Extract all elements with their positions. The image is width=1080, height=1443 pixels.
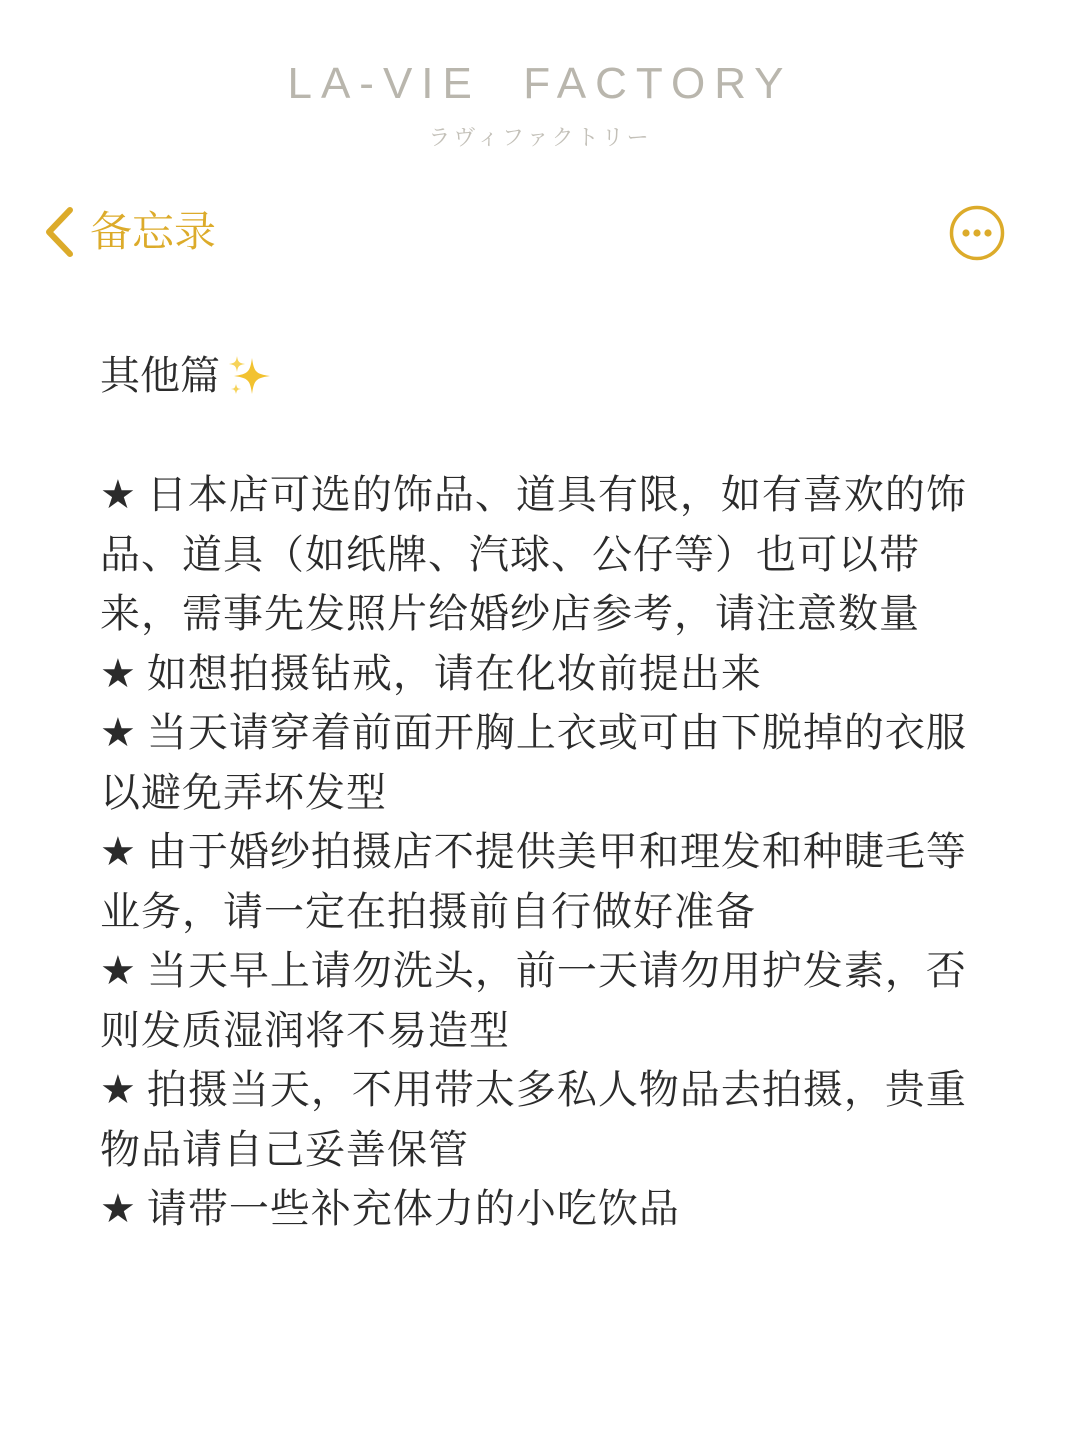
note-heading-text: 其他篇 xyxy=(100,353,220,399)
star-icon: ★ xyxy=(100,650,137,697)
star-icon: ★ xyxy=(100,710,137,756)
nav-bar xyxy=(0,200,1080,264)
note-content xyxy=(100,346,980,1256)
back-label: 备忘录 xyxy=(90,207,217,256)
note-item-text: 由于婚纱拍摄店不提供美甲和理发和种睫毛等业务，请一定在拍摄前自行做好准备 xyxy=(100,829,967,935)
star-icon: ★ xyxy=(100,829,137,875)
sparkles-icon xyxy=(226,352,274,400)
brand-title: LA-VIE FACTORY xyxy=(287,59,793,108)
note-heading xyxy=(100,346,980,406)
note-item xyxy=(100,704,980,823)
more-button[interactable] xyxy=(948,204,1006,262)
note-item xyxy=(100,645,980,705)
star-icon: ★ xyxy=(100,1186,137,1232)
more-horizontal-icon xyxy=(948,204,1006,262)
note-item-text: 请带一些补充体力的小吃饮品 xyxy=(146,1186,680,1232)
star-icon: ★ xyxy=(100,472,137,518)
note-item-text: 拍摄当天，不用带太多私人物品去拍摄，贵重物品请自己妥善保管 xyxy=(100,1067,967,1173)
note-item-text: 当天早上请勿洗头，前一天请勿用护发素，否则发质湿润将不易造型 xyxy=(100,948,967,1054)
note-item-text: 日本店可选的饰品、道具有限，如有喜欢的饰品、道具（如纸牌、汽球、公仔等）也可以带来，需事先发照片给婚纱店参考，请注意数量 xyxy=(100,472,967,637)
brand-header xyxy=(0,58,1080,154)
note-item xyxy=(100,823,980,942)
note-item-text: 当天请穿着前面开胸上衣或可由下脱掉的衣服以避免弄坏发型 xyxy=(100,710,967,816)
notes-list xyxy=(100,466,980,1240)
note-item xyxy=(100,942,980,1061)
note-item xyxy=(100,1180,980,1240)
back-button[interactable] xyxy=(42,204,216,260)
brand-subtitle: ラヴィファクトリー xyxy=(428,126,652,151)
note-item xyxy=(100,466,980,645)
star-icon: ★ xyxy=(100,1067,137,1113)
note-item-text: 如想拍摄钻戒，请在化妆前提出来 xyxy=(146,650,762,697)
star-icon: ★ xyxy=(100,948,137,994)
chevron-left-icon xyxy=(42,206,76,258)
note-item xyxy=(100,1061,980,1180)
